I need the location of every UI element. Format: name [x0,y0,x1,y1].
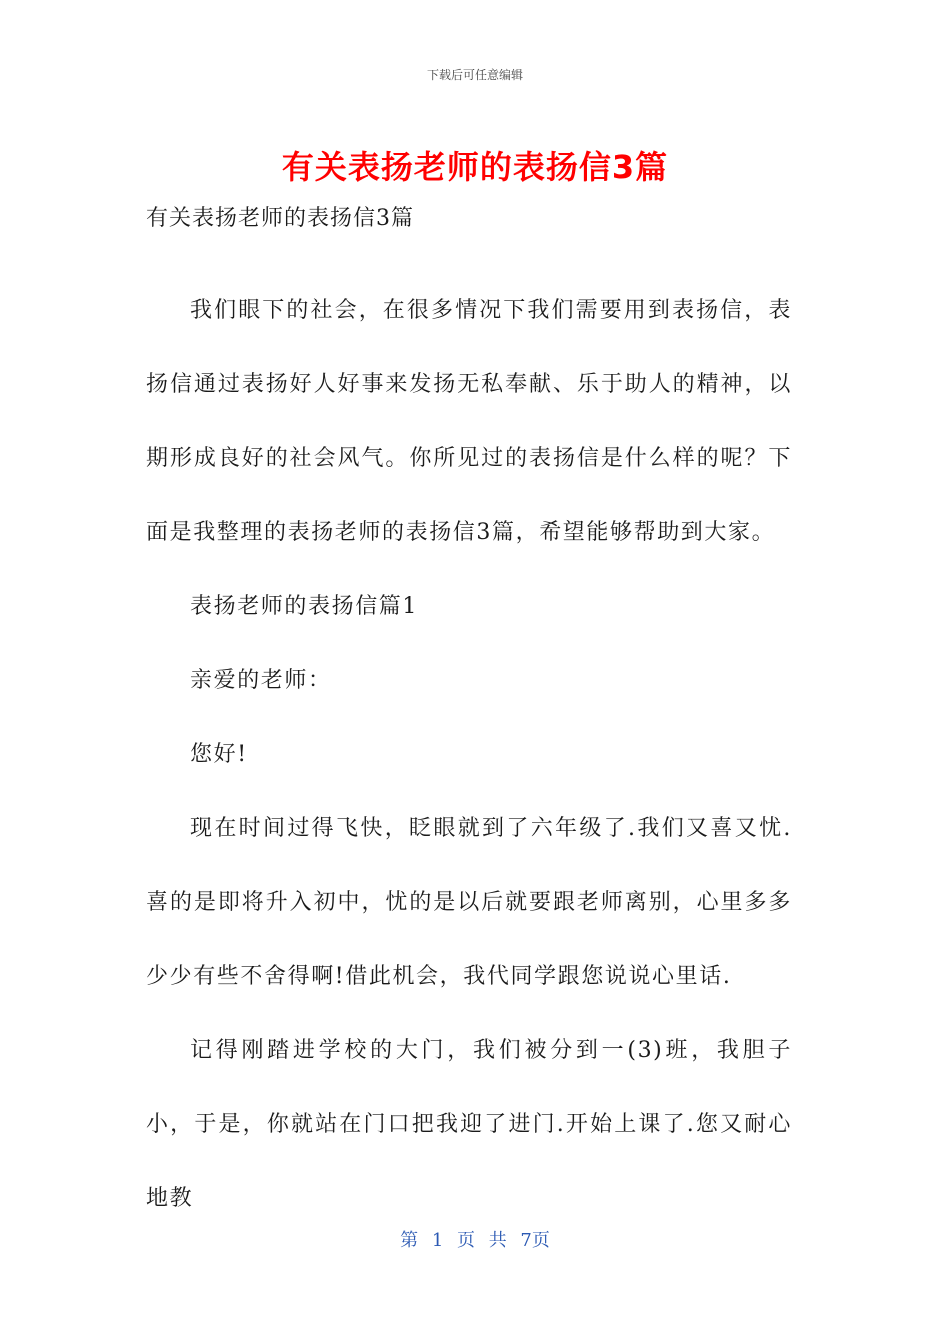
header-note: 下载后可任意编辑 [426,68,523,82]
document-title: 有关表扬老师的表扬信3篇 [281,148,669,186]
paragraph-body-2: 记得刚踏进学校的大门，我们被分到一(3)班，我胆子小，于是，你就站在门口把我迎了进门.开始上课了.您又耐心地教 [146,1038,792,1211]
paragraph-intro: 我们眼下的社会，在很多情况下我们需要用到表扬信，表扬信通过表扬好人好事来发扬无私奉献、乐于助人的精神，以期形成良好的社会风气。你所见过的表扬信是什么样的呢？下面是我整理的表扬老师的表扬信3篇，希望能够帮助到大家。 [146,298,792,545]
section-heading: 表扬老师的表扬信篇1 [190,594,418,619]
paragraph-body-1: 现在时间过得飞快，眨眼就到了六年级了.我们又喜又忧.喜的是即将升入初中，忧的是以后就要跟老师离别，心里多多少少有些不舍得啊!借此机会，我代同学跟您说说心里话. [146,816,792,989]
salutation: 亲爱的老师： [190,668,332,693]
document-body [146,200,792,1236]
page-indicator: 第 1 页 共 7页 [400,1230,550,1251]
greeting: 您好! [190,742,248,767]
document-subtitle: 有关表扬老师的表扬信3篇 [146,206,414,231]
